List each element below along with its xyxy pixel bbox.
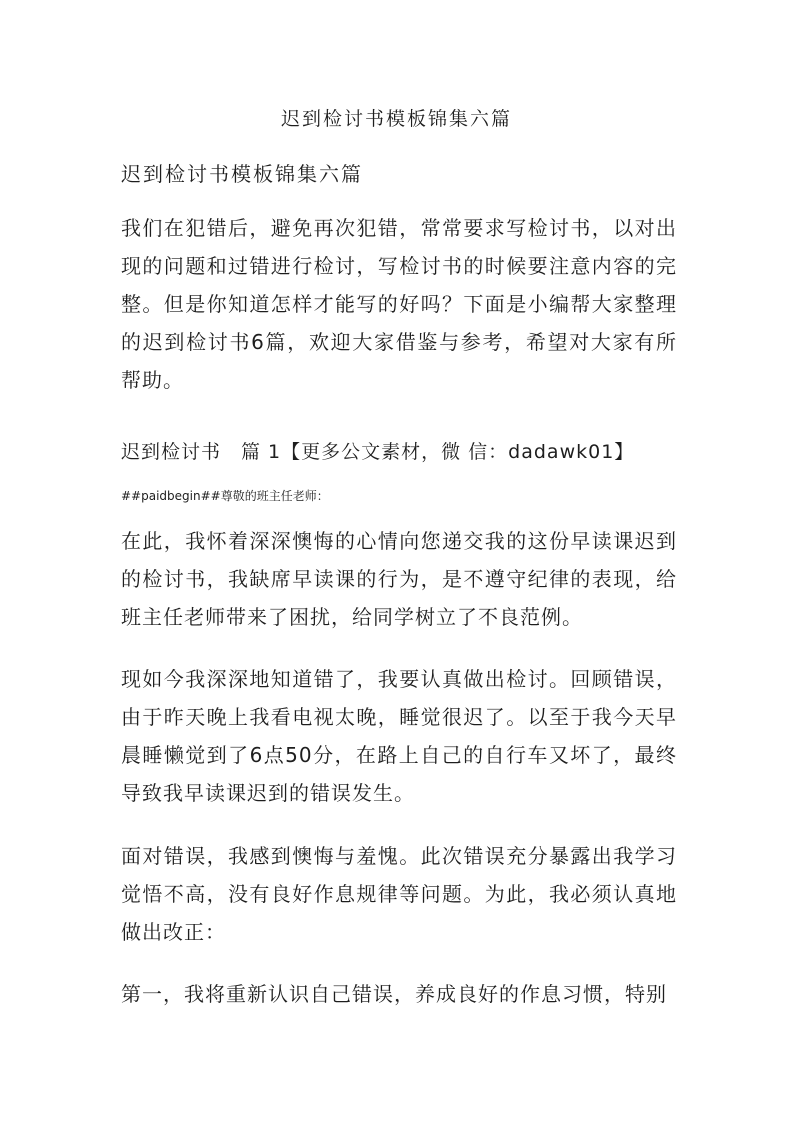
section-heading: 迟到检讨书 篇 1【更多公文素材，微 信：dadawk01】 xyxy=(121,441,635,463)
salutation: ##paidbegin##尊敬的班主任老师： xyxy=(121,489,329,503)
body-paragraph: 第一，我将重新认识自己错误，养成良好的作息习惯，特别 xyxy=(121,982,667,1006)
body-paragraph: 面对错误，我感到懊悔与羞愧。此次错误充分暴露出我学习觉悟不高，没有良好作息规律等问题。为此，我必须认真地做出改正： xyxy=(121,844,677,944)
document-title: 迟到检讨书模板锦集六篇 xyxy=(280,108,512,130)
intro-paragraph: 我们在犯错后，避免再次犯错，常常要求写检讨书，以对出现的问题和过错进行检讨，写检讨书的时候要注意内容的完整。但是你知道怎样才能写的好吗？下面是小编帮大家整理的迟到检讨书6篇，欢迎大家借鉴与参考，希望对大家有所帮助。 xyxy=(121,216,677,392)
document-subtitle: 迟到检讨书模板锦集六篇 xyxy=(121,162,363,186)
body-paragraph: 在此，我怀着深深懊悔的心情向您递交我的这份早读课迟到的检讨书，我缺席早读课的行为，是不遵守纪律的表现，给班主任老师带来了困扰，给同学树立了不良范例。 xyxy=(121,529,677,629)
body-paragraph: 现如今我深深地知道错了，我要认真做出检讨。回顾错误，由于昨天晚上我看电视太晚，睡觉很迟了。以至于我今天早晨睡懒觉到了6点50分，在路上自己的自行车又坏了，最终导致我早读课迟到的错误发生。 xyxy=(121,667,677,805)
